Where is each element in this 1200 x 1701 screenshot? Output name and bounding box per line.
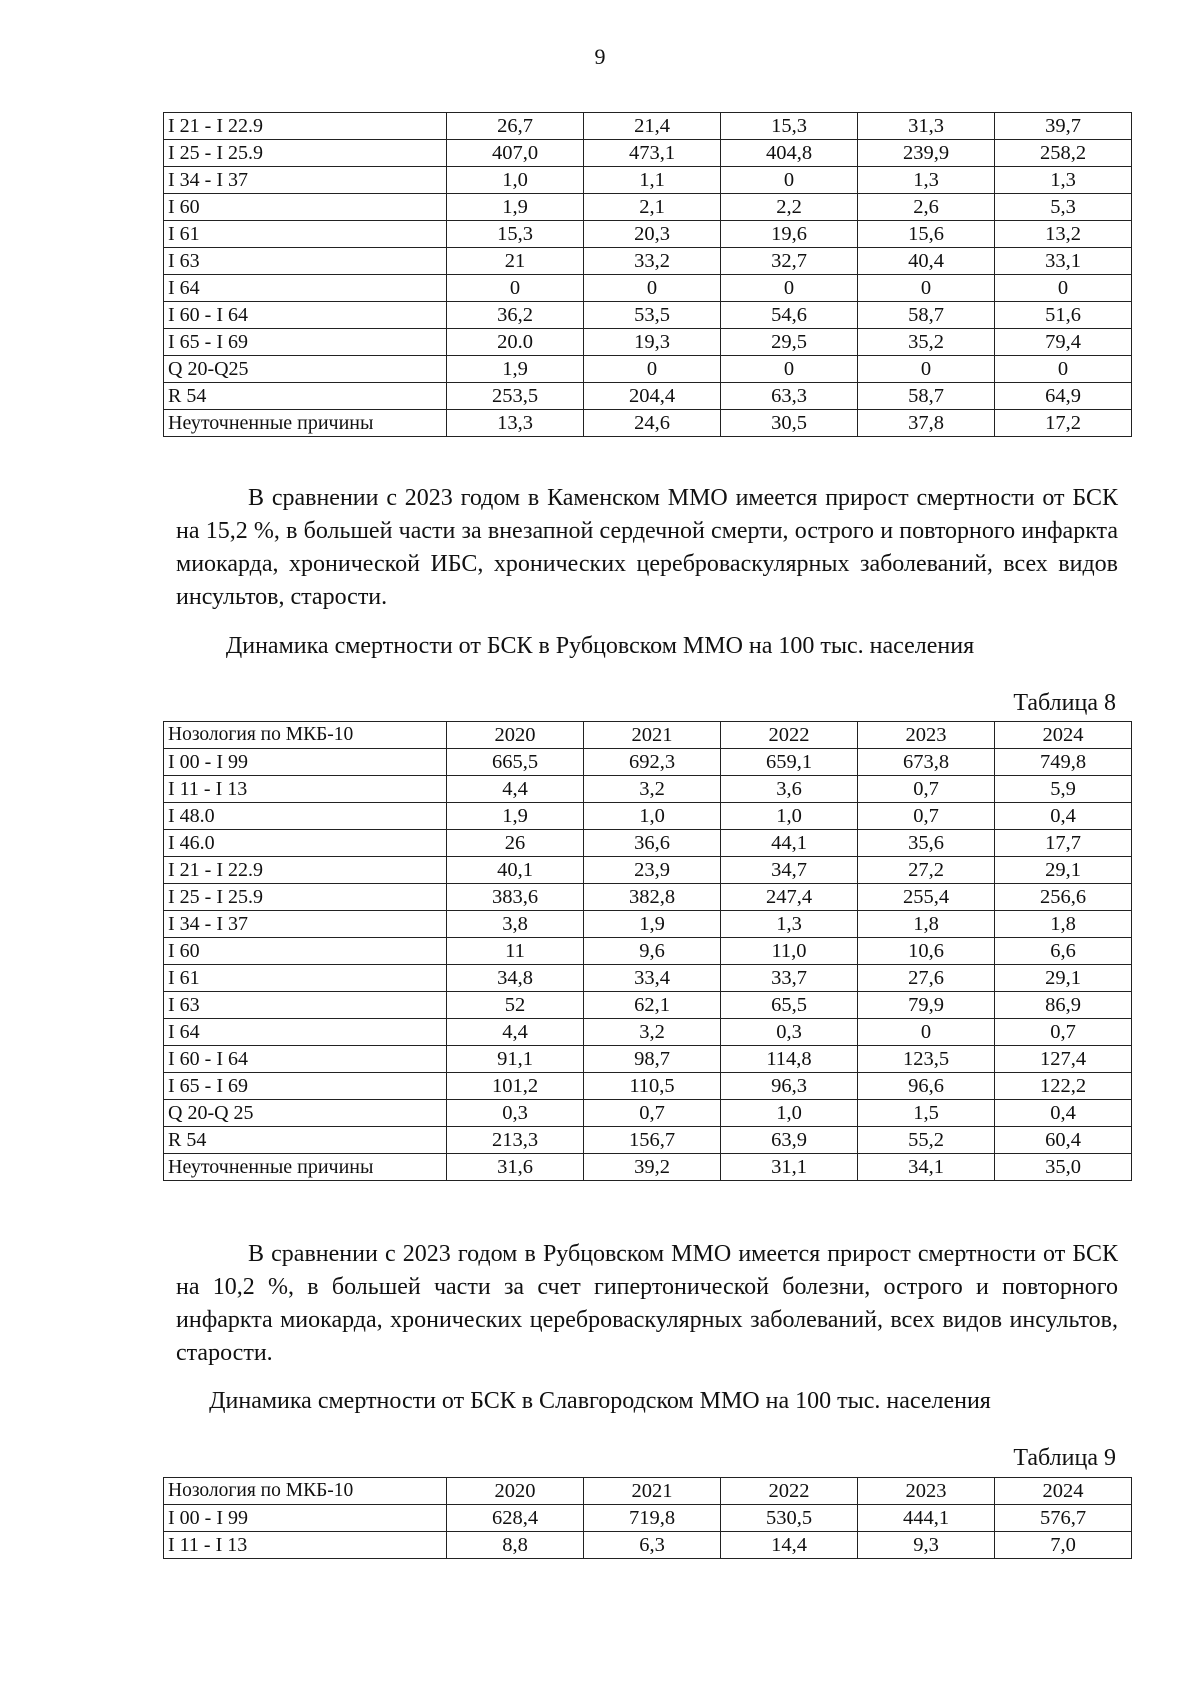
- cell-value: 628,4: [447, 1505, 584, 1532]
- cell-value: 1,9: [447, 803, 584, 830]
- cell-value: 29,1: [995, 965, 1132, 992]
- cell-value: 0: [447, 275, 584, 302]
- table-row: [164, 884, 1132, 911]
- cell-value: 17,7: [995, 830, 1132, 857]
- cell-value: 31,1: [721, 1154, 858, 1181]
- cell-value: 36,2: [447, 302, 584, 329]
- cell-value: 719,8: [584, 1505, 721, 1532]
- cell-value: 4,4: [447, 1019, 584, 1046]
- table-row: [164, 749, 1132, 776]
- cell-value: 33,2: [584, 248, 721, 275]
- cell-value: 101,2: [447, 1073, 584, 1100]
- cell-value: 20,3: [584, 221, 721, 248]
- header-year: 2020: [447, 722, 584, 749]
- cell-value: 19,6: [721, 221, 858, 248]
- header-year: 2023: [858, 722, 995, 749]
- table-row: [164, 410, 1132, 437]
- cell-value: 26,7: [447, 113, 584, 140]
- row-nosology-code: I 64: [164, 1019, 447, 1046]
- cell-value: 36,6: [584, 830, 721, 857]
- paragraph-rubtsovsk-summary: В сравнении с 2023 годом в Рубцовском ММО имеется прирост смертности от БСК на 10,2 %, в большей части за счет гипертонической болезни, острого и повторного инфаркта миокарда, хронических цереброваскулярных заболеваний, всех видов инсультов, старости.: [176, 1241, 1118, 1366]
- cell-value: 204,4: [584, 383, 721, 410]
- row-nosology-code: I 11 - I 13: [164, 1532, 447, 1559]
- cell-value: 213,3: [447, 1127, 584, 1154]
- cell-value: 6,3: [584, 1532, 721, 1559]
- header-nosology: Нозология по МКБ-10: [164, 722, 447, 749]
- cell-value: 0,7: [995, 1019, 1132, 1046]
- cell-value: 0,4: [995, 803, 1132, 830]
- cell-value: 23,9: [584, 857, 721, 884]
- cell-value: 27,2: [858, 857, 995, 884]
- cell-value: 404,8: [721, 140, 858, 167]
- cell-value: 7,0: [995, 1532, 1132, 1559]
- row-nosology-code: Q 20-Q 25: [164, 1100, 447, 1127]
- table-row: [164, 965, 1132, 992]
- table-header: [164, 1478, 1132, 1505]
- cell-value: 31,3: [858, 113, 995, 140]
- row-nosology-code: R 54: [164, 383, 447, 410]
- cell-value: 79,9: [858, 992, 995, 1019]
- cell-value: 3,8: [447, 911, 584, 938]
- cell-value: 63,9: [721, 1127, 858, 1154]
- cell-value: 0,3: [721, 1019, 858, 1046]
- cell-value: 1,0: [721, 803, 858, 830]
- cell-value: 30,5: [721, 410, 858, 437]
- cell-value: 14,4: [721, 1532, 858, 1559]
- table-row: [164, 938, 1132, 965]
- cell-value: 31,6: [447, 1154, 584, 1181]
- table-body: [164, 749, 1132, 1181]
- cell-value: 0: [995, 275, 1132, 302]
- table-row: [164, 302, 1132, 329]
- cell-value: 9,3: [858, 1532, 995, 1559]
- cell-value: 33,4: [584, 965, 721, 992]
- row-nosology-code: I 25 - I 25.9: [164, 140, 447, 167]
- table-header-row: [164, 1478, 1132, 1505]
- cell-value: 40,1: [447, 857, 584, 884]
- cell-value: 114,8: [721, 1046, 858, 1073]
- paragraph-kamensk-summary: В сравнении с 2023 годом в Каменском ММО имеется прирост смертности от БСК на 15,2 %, в большей части за внезапной сердечной смерти, острого и повторного инфаркта миокарда, хронической ИБС, хронических цереброваскулярных заболеваний, всех видов инсультов, старости.: [176, 485, 1118, 610]
- cell-value: 0: [858, 356, 995, 383]
- cell-value: 0,7: [858, 776, 995, 803]
- cell-value: 749,8: [995, 749, 1132, 776]
- table-body: [164, 113, 1132, 437]
- cell-value: 34,7: [721, 857, 858, 884]
- cell-value: 21: [447, 248, 584, 275]
- table-8-caption: Динамика смертности от БСК в Рубцовском ММО на 100 тыс. населения: [225, 633, 975, 659]
- cell-value: 576,7: [995, 1505, 1132, 1532]
- cell-value: 247,4: [721, 884, 858, 911]
- row-nosology-code: I 21 - I 22.9: [164, 857, 447, 884]
- cell-value: 11,0: [721, 938, 858, 965]
- cell-value: 60,4: [995, 1127, 1132, 1154]
- row-nosology-code: I 60 - I 64: [164, 1046, 447, 1073]
- header-year: 2024: [995, 722, 1132, 749]
- cell-value: 127,4: [995, 1046, 1132, 1073]
- table-row: [164, 803, 1132, 830]
- table-row: [164, 194, 1132, 221]
- cell-value: 407,0: [447, 140, 584, 167]
- table-row: [164, 167, 1132, 194]
- cell-value: 13,2: [995, 221, 1132, 248]
- cell-value: 0: [858, 275, 995, 302]
- table-row: [164, 776, 1132, 803]
- table-row: [164, 1532, 1132, 1559]
- cell-value: 1,3: [858, 167, 995, 194]
- row-nosology-code: I 61: [164, 221, 447, 248]
- row-nosology-code: I 25 - I 25.9: [164, 884, 447, 911]
- cell-value: 1,3: [721, 911, 858, 938]
- cell-value: 51,6: [995, 302, 1132, 329]
- row-nosology-code: Неуточненные причины: [164, 1154, 447, 1181]
- cell-value: 98,7: [584, 1046, 721, 1073]
- cell-value: 37,8: [858, 410, 995, 437]
- row-nosology-code: I 65 - I 69: [164, 1073, 447, 1100]
- table-8-label: Таблица 8: [1013, 690, 1116, 716]
- cell-value: 659,1: [721, 749, 858, 776]
- table-row: [164, 1127, 1132, 1154]
- cell-value: 122,2: [995, 1073, 1132, 1100]
- cell-value: 15,3: [721, 113, 858, 140]
- cell-value: 0: [721, 275, 858, 302]
- cell-value: 26: [447, 830, 584, 857]
- cell-value: 383,6: [447, 884, 584, 911]
- cell-value: 17,2: [995, 410, 1132, 437]
- header-year: 2022: [721, 722, 858, 749]
- cell-value: 382,8: [584, 884, 721, 911]
- cell-value: 58,7: [858, 383, 995, 410]
- header-year: 2022: [721, 1478, 858, 1505]
- table-row: [164, 1019, 1132, 1046]
- cell-value: 530,5: [721, 1505, 858, 1532]
- cell-value: 53,5: [584, 302, 721, 329]
- row-nosology-code: I 48.0: [164, 803, 447, 830]
- cell-value: 3,6: [721, 776, 858, 803]
- row-nosology-code: I 60 - I 64: [164, 302, 447, 329]
- cell-value: 692,3: [584, 749, 721, 776]
- table-row: [164, 1505, 1132, 1532]
- cell-value: 665,5: [447, 749, 584, 776]
- table-9: [163, 1477, 1132, 1559]
- table-row: [164, 275, 1132, 302]
- cell-value: 40,4: [858, 248, 995, 275]
- cell-value: 1,0: [584, 803, 721, 830]
- cell-value: 3,2: [584, 1019, 721, 1046]
- table-9-caption: Динамика смертности от БСК в Славгородском ММО на 100 тыс. населения: [209, 1388, 991, 1414]
- row-nosology-code: I 34 - I 37: [164, 911, 447, 938]
- cell-value: 44,1: [721, 830, 858, 857]
- cell-value: 3,2: [584, 776, 721, 803]
- cell-value: 9,6: [584, 938, 721, 965]
- cell-value: 0: [584, 356, 721, 383]
- cell-value: 110,5: [584, 1073, 721, 1100]
- cell-value: 29,1: [995, 857, 1132, 884]
- cell-value: 0,3: [447, 1100, 584, 1127]
- table-row: [164, 992, 1132, 1019]
- cell-value: 0: [584, 275, 721, 302]
- cell-value: 2,1: [584, 194, 721, 221]
- row-nosology-code: I 46.0: [164, 830, 447, 857]
- cell-value: 58,7: [858, 302, 995, 329]
- table-row: [164, 1046, 1132, 1073]
- table-8: [163, 721, 1132, 1181]
- row-nosology-code: I 21 - I 22.9: [164, 113, 447, 140]
- cell-value: 1,8: [858, 911, 995, 938]
- table-row: [164, 356, 1132, 383]
- cell-value: 1,3: [995, 167, 1132, 194]
- table-row: [164, 383, 1132, 410]
- row-nosology-code: R 54: [164, 1127, 447, 1154]
- cell-value: 65,5: [721, 992, 858, 1019]
- cell-value: 10,6: [858, 938, 995, 965]
- row-nosology-code: I 11 - I 13: [164, 776, 447, 803]
- cell-value: 5,9: [995, 776, 1132, 803]
- cell-value: 4,4: [447, 776, 584, 803]
- cell-value: 0: [995, 356, 1132, 383]
- cell-value: 19,3: [584, 329, 721, 356]
- cell-value: 15,6: [858, 221, 995, 248]
- table-row: [164, 857, 1132, 884]
- header-nosology: Нозология по МКБ-10: [164, 1478, 447, 1505]
- row-nosology-code: Q 20-Q25: [164, 356, 447, 383]
- cell-value: 33,1: [995, 248, 1132, 275]
- cell-value: 6,6: [995, 938, 1132, 965]
- row-nosology-code: I 65 - I 69: [164, 329, 447, 356]
- row-nosology-code: I 63: [164, 248, 447, 275]
- cell-value: 1,9: [447, 194, 584, 221]
- cell-value: 473,1: [584, 140, 721, 167]
- cell-value: 11: [447, 938, 584, 965]
- table-row: [164, 113, 1132, 140]
- table-body: [164, 1505, 1132, 1559]
- table-row: [164, 140, 1132, 167]
- cell-value: 1,8: [995, 911, 1132, 938]
- cell-value: 96,3: [721, 1073, 858, 1100]
- cell-value: 29,5: [721, 329, 858, 356]
- row-nosology-code: I 60: [164, 194, 447, 221]
- cell-value: 24,6: [584, 410, 721, 437]
- cell-value: 444,1: [858, 1505, 995, 1532]
- cell-value: 35,2: [858, 329, 995, 356]
- page-number: 9: [594, 44, 606, 69]
- cell-value: 1,1: [584, 167, 721, 194]
- table-7-continued: [163, 112, 1132, 437]
- cell-value: 5,3: [995, 194, 1132, 221]
- cell-value: 0: [858, 1019, 995, 1046]
- row-nosology-code: I 61: [164, 965, 447, 992]
- cell-value: 55,2: [858, 1127, 995, 1154]
- table-row: [164, 1100, 1132, 1127]
- row-nosology-code: I 64: [164, 275, 447, 302]
- header-year: 2021: [584, 1478, 721, 1505]
- cell-value: 32,7: [721, 248, 858, 275]
- cell-value: 0,4: [995, 1100, 1132, 1127]
- cell-value: 1,9: [584, 911, 721, 938]
- cell-value: 96,6: [858, 1073, 995, 1100]
- cell-value: 13,3: [447, 410, 584, 437]
- row-nosology-code: Неуточненные причины: [164, 410, 447, 437]
- header-year: 2020: [447, 1478, 584, 1505]
- cell-value: 62,1: [584, 992, 721, 1019]
- row-nosology-code: I 00 - I 99: [164, 749, 447, 776]
- row-nosology-code: I 34 - I 37: [164, 167, 447, 194]
- cell-value: 34,8: [447, 965, 584, 992]
- cell-value: 35,6: [858, 830, 995, 857]
- header-year: 2021: [584, 722, 721, 749]
- cell-value: 33,7: [721, 965, 858, 992]
- cell-value: 1,5: [858, 1100, 995, 1127]
- row-nosology-code: I 60: [164, 938, 447, 965]
- table-header-row: [164, 722, 1132, 749]
- cell-value: 253,5: [447, 383, 584, 410]
- cell-value: 673,8: [858, 749, 995, 776]
- cell-value: 64,9: [995, 383, 1132, 410]
- table-row: [164, 1073, 1132, 1100]
- table-row: [164, 911, 1132, 938]
- cell-value: 0,7: [858, 803, 995, 830]
- row-nosology-code: I 00 - I 99: [164, 1505, 447, 1532]
- header-year: 2023: [858, 1478, 995, 1505]
- cell-value: 239,9: [858, 140, 995, 167]
- cell-value: 35,0: [995, 1154, 1132, 1181]
- cell-value: 1,0: [721, 1100, 858, 1127]
- cell-value: 34,1: [858, 1154, 995, 1181]
- cell-value: 2,2: [721, 194, 858, 221]
- cell-value: 91,1: [447, 1046, 584, 1073]
- row-nosology-code: I 63: [164, 992, 447, 1019]
- cell-value: 52: [447, 992, 584, 1019]
- header-year: 2024: [995, 1478, 1132, 1505]
- cell-value: 15,3: [447, 221, 584, 248]
- cell-value: 39,7: [995, 113, 1132, 140]
- cell-value: 8,8: [447, 1532, 584, 1559]
- cell-value: 21,4: [584, 113, 721, 140]
- cell-value: 258,2: [995, 140, 1132, 167]
- cell-value: 20.0: [447, 329, 584, 356]
- cell-value: 123,5: [858, 1046, 995, 1073]
- cell-value: 156,7: [584, 1127, 721, 1154]
- cell-value: 2,6: [858, 194, 995, 221]
- cell-value: 39,2: [584, 1154, 721, 1181]
- cell-value: 79,4: [995, 329, 1132, 356]
- table-row: [164, 221, 1132, 248]
- table-row: [164, 1154, 1132, 1181]
- cell-value: 27,6: [858, 965, 995, 992]
- cell-value: 1,0: [447, 167, 584, 194]
- table-header: [164, 722, 1132, 749]
- cell-value: 86,9: [995, 992, 1132, 1019]
- cell-value: 54,6: [721, 302, 858, 329]
- cell-value: 255,4: [858, 884, 995, 911]
- cell-value: 0: [721, 356, 858, 383]
- table-row: [164, 830, 1132, 857]
- cell-value: 0,7: [584, 1100, 721, 1127]
- table-row: [164, 329, 1132, 356]
- cell-value: 0: [721, 167, 858, 194]
- cell-value: 63,3: [721, 383, 858, 410]
- table-row: [164, 248, 1132, 275]
- cell-value: 256,6: [995, 884, 1132, 911]
- table-9-label: Таблица 9: [1013, 1445, 1116, 1471]
- cell-value: 1,9: [447, 356, 584, 383]
